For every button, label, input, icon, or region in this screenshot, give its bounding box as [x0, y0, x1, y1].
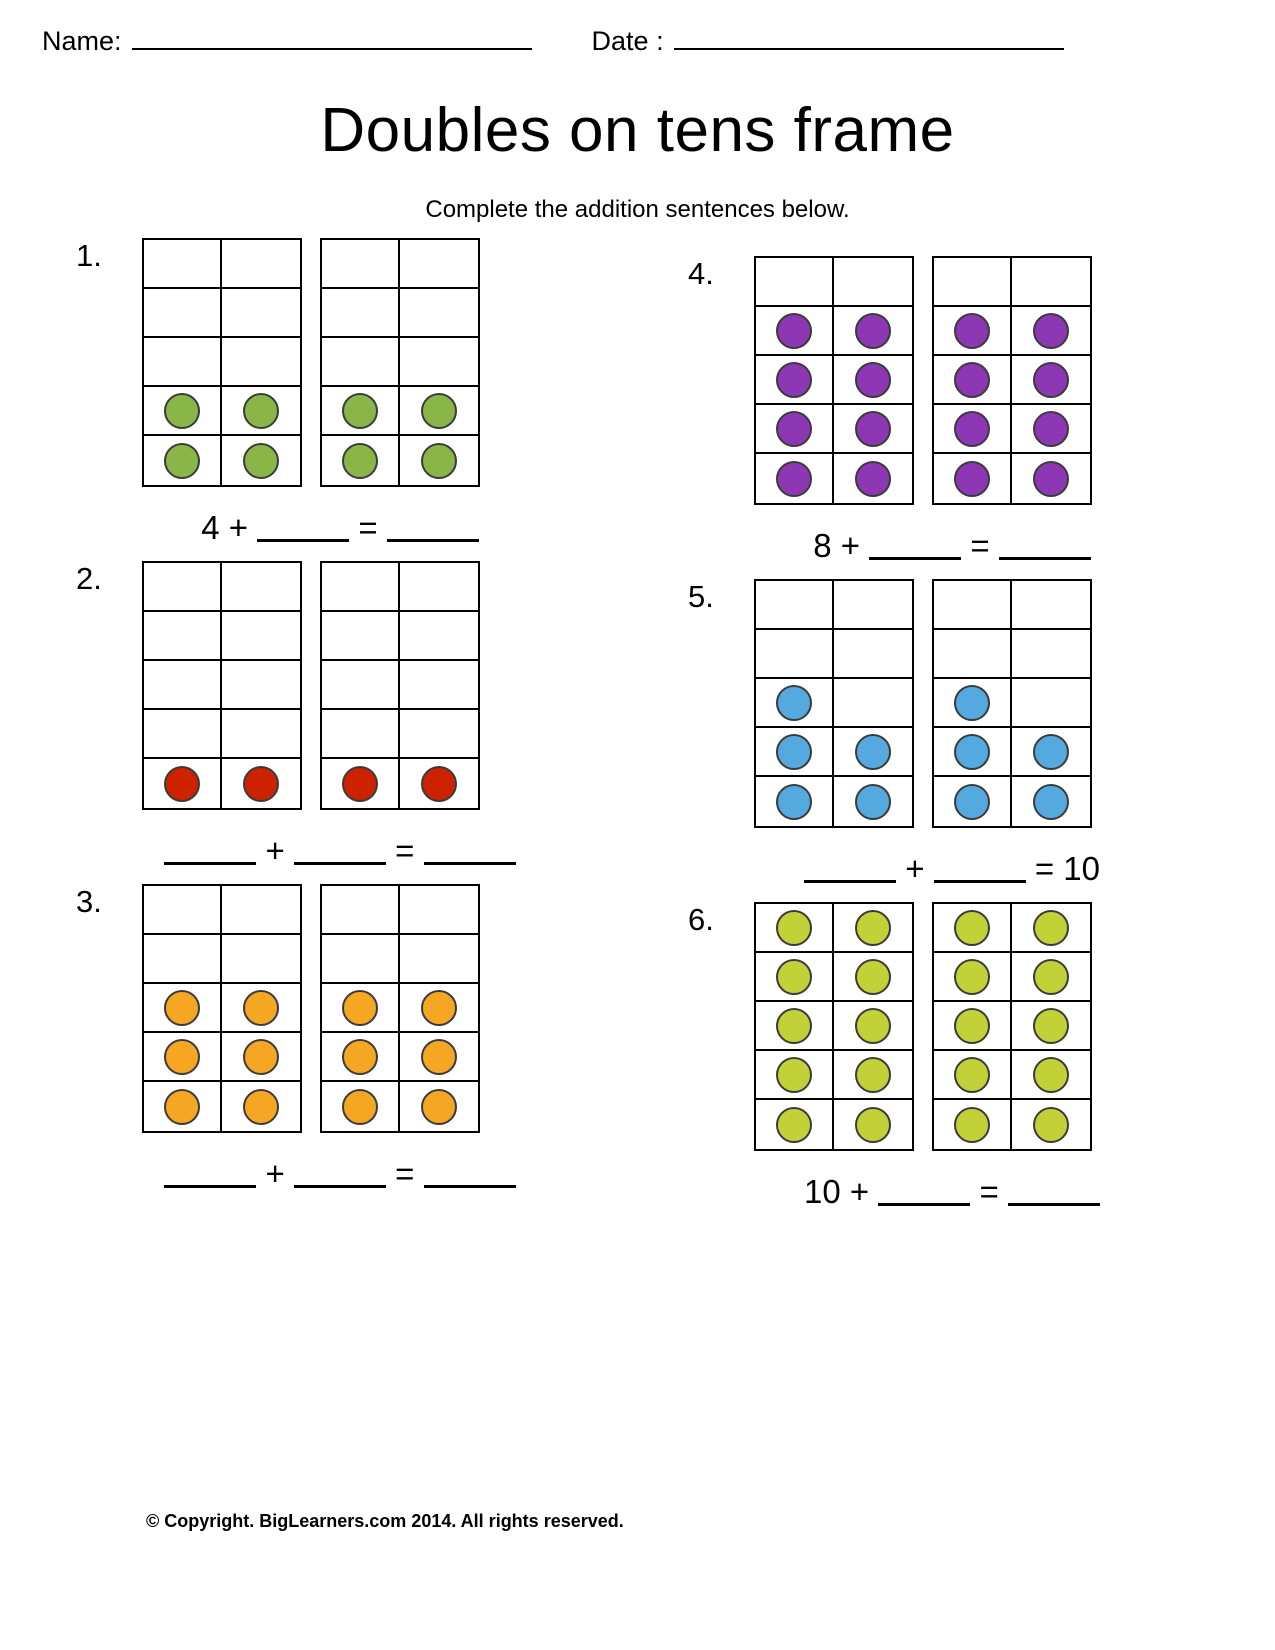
frame-cell: [400, 984, 478, 1033]
frame-cell: [756, 777, 834, 826]
addend-left-blank[interactable]: [164, 1165, 256, 1188]
equals-sign: =: [395, 832, 415, 869]
counter-dot: [954, 685, 990, 721]
frame-cell: [934, 1100, 1012, 1149]
frame-cell: [322, 563, 400, 612]
frame-cell: [834, 307, 912, 356]
problem-number: 2.: [76, 561, 102, 596]
addend-left-value: 4: [201, 509, 220, 546]
frame-cell: [1012, 630, 1090, 679]
frame-cell: [934, 356, 1012, 405]
tens-frame-2: [320, 238, 480, 487]
equals-sign: =: [395, 1155, 415, 1192]
counter-dot: [855, 313, 891, 349]
spacer: [860, 527, 869, 564]
counter-dot: [243, 443, 279, 479]
addition-sentence: [60, 1155, 620, 1193]
frame-cell: [834, 258, 912, 307]
counter-dot: [776, 461, 812, 497]
frame-cell: [934, 581, 1012, 630]
frame-cell: [1012, 679, 1090, 728]
counter-dot: [954, 1057, 990, 1093]
frame-cell: [834, 356, 912, 405]
frame-cell: [934, 777, 1012, 826]
frame-cell: [756, 307, 834, 356]
frame-cell: [756, 258, 834, 307]
frame-cell: [934, 454, 1012, 503]
counter-dot: [776, 959, 812, 995]
frame-cell: [144, 935, 222, 984]
frame-cell: [322, 710, 400, 759]
frame-cell: [144, 661, 222, 710]
addend-right-blank[interactable]: [257, 519, 349, 542]
counter-dot: [342, 443, 378, 479]
counter-dot: [1033, 1008, 1069, 1044]
frame-cell: [1012, 405, 1090, 454]
frame-cell: [222, 387, 300, 436]
counter-dot: [855, 959, 891, 995]
frame-cell: [834, 1002, 912, 1051]
frame-cell: [756, 679, 834, 728]
counter-dot: [1033, 411, 1069, 447]
frame-cell: [222, 612, 300, 661]
counter-dot: [1033, 1057, 1069, 1093]
frame-cell: [322, 1033, 400, 1082]
counter-dot: [164, 1039, 200, 1075]
addend-right-blank[interactable]: [934, 860, 1026, 883]
counter-dot: [342, 1089, 378, 1125]
counter-dot: [421, 766, 457, 802]
frame-cell: [1012, 581, 1090, 630]
frame-cell: [144, 984, 222, 1033]
tens-frame-1: [142, 238, 302, 487]
tens-frame-1: [754, 256, 914, 505]
counter-dot: [342, 766, 378, 802]
spacer: [220, 509, 229, 546]
counter-dot: [855, 1008, 891, 1044]
counter-dot: [776, 734, 812, 770]
frame-cell: [1012, 904, 1090, 953]
tens-frames: [60, 884, 620, 1133]
frame-cell: [222, 984, 300, 1033]
frame-cell: [222, 338, 300, 387]
counter-dot: [1033, 461, 1069, 497]
addend-right-blank[interactable]: [878, 1183, 970, 1206]
spacer: [924, 850, 933, 887]
frame-cell: [934, 630, 1012, 679]
tens-frame-2: [932, 256, 1092, 505]
tens-frame-1: [754, 902, 914, 1151]
tens-frames: [60, 238, 620, 487]
problem-3: [60, 884, 620, 1193]
counter-dot: [776, 910, 812, 946]
frame-cell: [1012, 307, 1090, 356]
equals-sign: =: [970, 527, 990, 564]
frame-cell: [834, 405, 912, 454]
problem-number: 4.: [688, 256, 714, 291]
worksheet-header: [0, 0, 1275, 57]
spacer: [285, 1155, 294, 1192]
frame-cell: [222, 661, 300, 710]
frame-cell: [322, 289, 400, 338]
tens-frame-2: [320, 884, 480, 1133]
spacer: [386, 1155, 395, 1192]
counter-dot: [776, 362, 812, 398]
spacer: [896, 850, 905, 887]
page-title: Doubles on tens frame: [320, 96, 955, 165]
addend-left-blank[interactable]: [164, 842, 256, 865]
frame-cell: [834, 904, 912, 953]
counter-dot: [776, 1057, 812, 1093]
counter-dot: [421, 393, 457, 429]
counter-dot: [954, 784, 990, 820]
frame-cell: [322, 338, 400, 387]
frame-cell: [144, 710, 222, 759]
spacer: [990, 527, 999, 564]
counter-dot: [1033, 313, 1069, 349]
frame-cell: [322, 436, 400, 485]
frame-cell: [400, 1033, 478, 1082]
counter-dot: [776, 1107, 812, 1143]
spacer: [256, 1155, 265, 1192]
frame-cell: [1012, 454, 1090, 503]
counter-dot: [855, 461, 891, 497]
spacer: [248, 509, 257, 546]
frame-cell: [934, 307, 1012, 356]
counter-dot: [342, 393, 378, 429]
addition-sentence: [672, 850, 1232, 888]
name-input-line[interactable]: [132, 26, 532, 50]
name-label: Name:: [42, 26, 122, 56]
counter-dot: [954, 910, 990, 946]
problem-2: [60, 561, 620, 870]
addition-sentence: [672, 527, 1232, 565]
frame-cell: [222, 759, 300, 808]
addition-sentence: [60, 832, 620, 870]
counter-dot: [776, 411, 812, 447]
problem-number: 6.: [688, 902, 714, 937]
spacer: [378, 509, 387, 546]
frame-cell: [144, 289, 222, 338]
addend-right-blank[interactable]: [294, 1165, 386, 1188]
counter-dot: [954, 411, 990, 447]
date-label: Date :: [591, 26, 664, 56]
frame-cell: [1012, 777, 1090, 826]
counter-dot: [954, 362, 990, 398]
frame-cell: [1012, 258, 1090, 307]
sum-blank[interactable]: [999, 537, 1091, 560]
addend-left-value: 8: [813, 527, 832, 564]
sum-value: 10: [1063, 850, 1100, 887]
frame-cell: [322, 387, 400, 436]
frame-cell: [322, 1082, 400, 1131]
frame-cell: [144, 387, 222, 436]
frame-cell: [1012, 1002, 1090, 1051]
frame-cell: [400, 1082, 478, 1131]
frame-cell: [834, 777, 912, 826]
spacer: [285, 832, 294, 869]
plus-sign: +: [840, 527, 860, 564]
counter-dot: [954, 734, 990, 770]
counter-dot: [776, 1008, 812, 1044]
frame-cell: [756, 630, 834, 679]
frame-cell: [756, 1002, 834, 1051]
frame-cell: [1012, 953, 1090, 1002]
frame-cell: [934, 679, 1012, 728]
frame-cell: [934, 405, 1012, 454]
counter-dot: [1033, 959, 1069, 995]
name-field-group: [42, 26, 532, 57]
sum-blank[interactable]: [1008, 1183, 1100, 1206]
problem-number: 3.: [76, 884, 102, 919]
frame-cell: [934, 953, 1012, 1002]
frame-cell: [322, 661, 400, 710]
spacer: [961, 527, 970, 564]
counter-dot: [342, 1039, 378, 1075]
tens-frame-2: [932, 579, 1092, 828]
counter-dot: [1033, 362, 1069, 398]
frame-cell: [1012, 728, 1090, 777]
counter-dot: [776, 313, 812, 349]
counter-dot: [243, 1089, 279, 1125]
frame-cell: [756, 356, 834, 405]
frame-cell: [834, 728, 912, 777]
spacer: [1026, 850, 1035, 887]
frame-cell: [322, 759, 400, 808]
frame-cell: [756, 405, 834, 454]
frame-cell: [834, 630, 912, 679]
frame-cell: [756, 953, 834, 1002]
spacer: [349, 509, 358, 546]
frame-cell: [222, 563, 300, 612]
counter-dot: [164, 393, 200, 429]
counter-dot: [954, 313, 990, 349]
equals-sign: =: [358, 509, 378, 546]
counter-dot: [855, 734, 891, 770]
tens-frame-1: [142, 884, 302, 1133]
plus-sign: +: [265, 1155, 285, 1192]
counter-dot: [1033, 734, 1069, 770]
frame-cell: [756, 454, 834, 503]
frame-cell: [400, 240, 478, 289]
frame-cell: [400, 563, 478, 612]
problems-column-right: [672, 238, 1232, 1225]
tens-frame-2: [932, 902, 1092, 1151]
counter-dot: [954, 461, 990, 497]
counter-dot: [243, 766, 279, 802]
addend-left-blank[interactable]: [804, 860, 896, 883]
date-field-group: [592, 26, 1064, 57]
sum-blank[interactable]: [424, 842, 516, 865]
spacer: [414, 1155, 423, 1192]
spacer: [832, 527, 841, 564]
frame-cell: [756, 1051, 834, 1100]
problem-5: [672, 579, 1232, 888]
frame-cell: [834, 953, 912, 1002]
frame-cell: [222, 935, 300, 984]
counter-dot: [421, 1089, 457, 1125]
spacer: [841, 1173, 850, 1210]
frame-cell: [222, 886, 300, 935]
tens-frames: [60, 561, 620, 810]
addition-sentence: [672, 1173, 1232, 1211]
counter-dot: [243, 393, 279, 429]
instructions-text: Complete the addition sentences below.: [425, 196, 850, 223]
frame-cell: [400, 289, 478, 338]
frame-cell: [1012, 356, 1090, 405]
counter-dot: [421, 443, 457, 479]
plus-sign: +: [228, 509, 248, 546]
frame-cell: [222, 1033, 300, 1082]
frame-cell: [144, 338, 222, 387]
frame-cell: [400, 387, 478, 436]
counter-dot: [855, 910, 891, 946]
counter-dot: [342, 990, 378, 1026]
problems-column-left: [60, 238, 620, 1207]
sum-blank[interactable]: [387, 519, 479, 542]
counter-dot: [1033, 910, 1069, 946]
sum-blank[interactable]: [424, 1165, 516, 1188]
frame-cell: [144, 436, 222, 485]
tens-frames: [672, 902, 1232, 1151]
spacer: [1054, 850, 1063, 887]
tens-frames: [672, 256, 1232, 505]
counter-dot: [855, 784, 891, 820]
tens-frames: [672, 579, 1232, 828]
counter-dot: [1033, 1107, 1069, 1143]
problem-number: 5.: [688, 579, 714, 614]
frame-cell: [144, 612, 222, 661]
frame-cell: [756, 728, 834, 777]
frame-cell: [222, 240, 300, 289]
frame-cell: [322, 984, 400, 1033]
equals-sign: =: [979, 1173, 999, 1210]
frame-cell: [834, 454, 912, 503]
tens-frame-2: [320, 561, 480, 810]
counter-dot: [243, 990, 279, 1026]
counter-dot: [164, 990, 200, 1026]
frame-cell: [834, 1051, 912, 1100]
frame-cell: [144, 1033, 222, 1082]
spacer: [386, 832, 395, 869]
frame-cell: [934, 1002, 1012, 1051]
frame-cell: [144, 886, 222, 935]
frame-cell: [934, 904, 1012, 953]
tens-frame-1: [142, 561, 302, 810]
spacer: [256, 832, 265, 869]
frame-cell: [322, 935, 400, 984]
frame-cell: [934, 1051, 1012, 1100]
plus-sign: +: [905, 850, 925, 887]
counter-dot: [855, 1057, 891, 1093]
counter-dot: [164, 443, 200, 479]
spacer: [414, 832, 423, 869]
counter-dot: [954, 1107, 990, 1143]
spacer: [970, 1173, 979, 1210]
frame-cell: [934, 728, 1012, 777]
counter-dot: [855, 411, 891, 447]
frame-cell: [222, 289, 300, 338]
counter-dot: [954, 1008, 990, 1044]
problem-6: [672, 902, 1232, 1211]
frame-cell: [144, 759, 222, 808]
frame-cell: [222, 436, 300, 485]
counter-dot: [164, 1089, 200, 1125]
tens-frame-1: [754, 579, 914, 828]
spacer: [869, 1173, 878, 1210]
frame-cell: [400, 886, 478, 935]
spacer: [999, 1173, 1008, 1210]
addend-left-value: 10: [804, 1173, 841, 1210]
frame-cell: [756, 1100, 834, 1149]
frame-cell: [400, 436, 478, 485]
counter-dot: [855, 362, 891, 398]
plus-sign: +: [849, 1173, 870, 1210]
frame-cell: [756, 904, 834, 953]
frame-cell: [934, 258, 1012, 307]
frame-cell: [222, 710, 300, 759]
counter-dot: [421, 990, 457, 1026]
problem-1: [60, 238, 620, 547]
frame-cell: [144, 240, 222, 289]
frame-cell: [1012, 1100, 1090, 1149]
plus-sign: +: [265, 832, 285, 869]
frame-cell: [400, 338, 478, 387]
frame-cell: [756, 581, 834, 630]
equals-sign: =: [1034, 850, 1055, 887]
counter-dot: [855, 1107, 891, 1143]
counter-dot: [421, 1039, 457, 1075]
frame-cell: [1012, 1051, 1090, 1100]
frame-cell: [400, 710, 478, 759]
frame-cell: [322, 240, 400, 289]
frame-cell: [834, 581, 912, 630]
counter-dot: [164, 766, 200, 802]
counter-dot: [776, 685, 812, 721]
copyright-footer: © Copyright. BigLearners.com 2014. All rights reserved.: [146, 1511, 624, 1531]
frame-cell: [322, 612, 400, 661]
frame-cell: [400, 759, 478, 808]
frame-cell: [400, 612, 478, 661]
addition-sentence: [60, 509, 620, 547]
frame-cell: [834, 679, 912, 728]
counter-dot: [243, 1039, 279, 1075]
addend-right-blank[interactable]: [294, 842, 386, 865]
frame-cell: [144, 563, 222, 612]
problem-4: [672, 256, 1232, 565]
addend-right-blank[interactable]: [869, 537, 961, 560]
counter-dot: [776, 784, 812, 820]
frame-cell: [834, 1100, 912, 1149]
counter-dot: [954, 959, 990, 995]
problem-number: 1.: [76, 238, 102, 273]
frame-cell: [322, 886, 400, 935]
counter-dot: [1033, 784, 1069, 820]
frame-cell: [144, 1082, 222, 1131]
frame-cell: [222, 1082, 300, 1131]
date-input-line[interactable]: [674, 26, 1064, 50]
frame-cell: [400, 935, 478, 984]
frame-cell: [400, 661, 478, 710]
